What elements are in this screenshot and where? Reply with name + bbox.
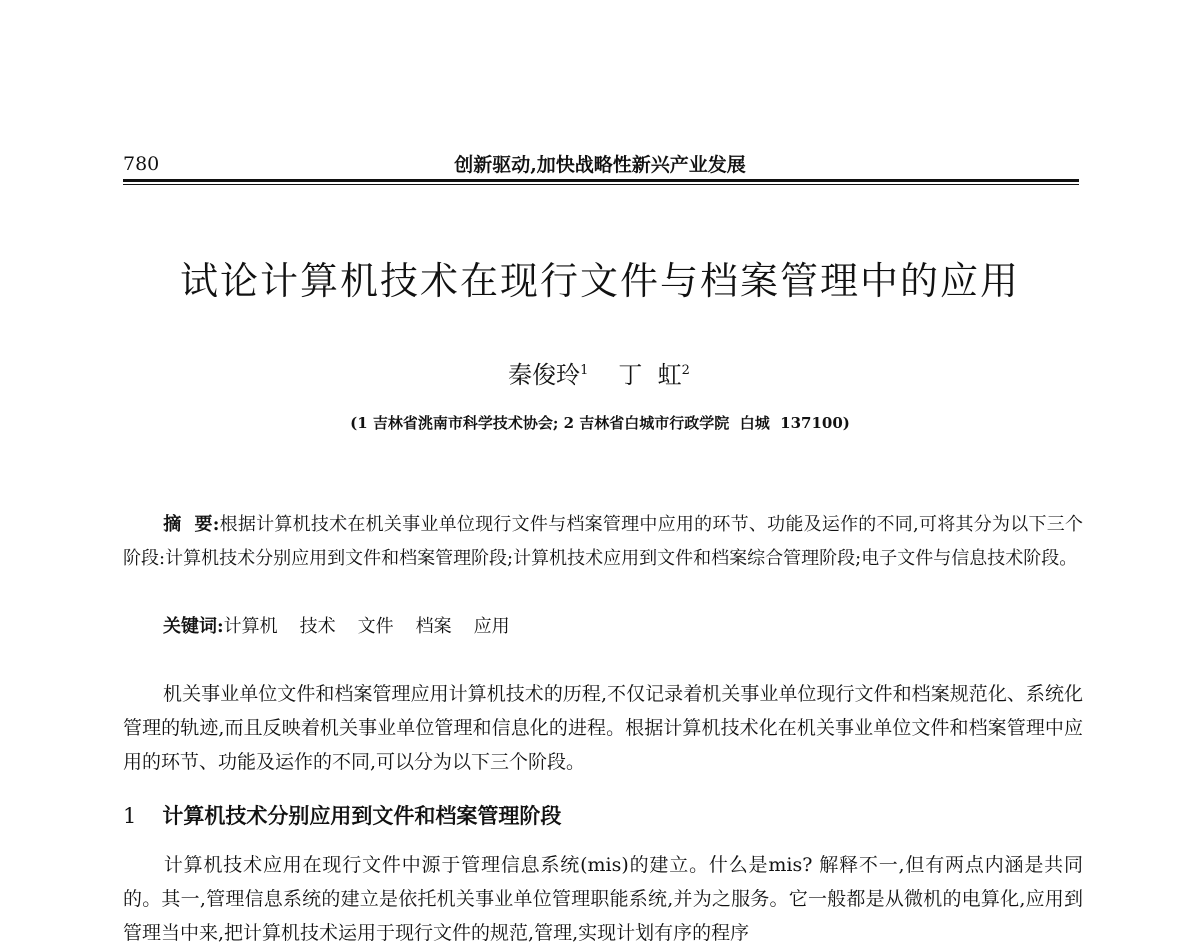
abstract: [123, 508, 1083, 576]
keyword: 文件: [357, 616, 394, 637]
header-rule-thick: [123, 179, 1079, 182]
keyword: 计算机: [223, 616, 278, 637]
section-heading: [123, 800, 561, 830]
page-number: 780: [123, 153, 160, 175]
running-title: 创新驱动,加快战略性新兴产业发展: [454, 154, 746, 176]
keyword: 档案: [415, 616, 452, 637]
section-number: 1: [123, 804, 137, 828]
article-title: 试论计算机技术在现行文件与档案管理中的应用: [179, 259, 1020, 303]
keyword: 技术: [299, 616, 336, 637]
affiliation: (1 吉林省洮南市科学技术协会; 2 吉林省白城市行政学院 白城 137100): [350, 414, 850, 432]
intro-text: 机关事业单位文件和档案管理应用计算机技术的历程,不仅记录着机关事业单位现行文件和档案规范化、系统化管理的轨迹,而且反映着机关事业单位管理和信息化的进程。根据计算机技术化在机关事业单位文件和档案管理中应用的环节、功能及运作的不同,可以分为以下三个阶段。: [123, 683, 1083, 773]
keywords-label: 关键词:: [163, 616, 224, 637]
section-paragraph: [123, 848, 1083, 950]
author-affiliation-mark: 2: [681, 363, 690, 378]
section-title: 计算机技术分别应用到文件和档案管理阶段: [162, 803, 562, 828]
author-list: [0, 355, 1200, 390]
abstract-text: 根据计算机技术在机关事业单位现行文件与档案管理中应用的环节、功能及运作的不同,可将其分为以下三个阶段:计算机技术分别应用到文件和档案管理阶段;计算机技术应用到文件和档案综合管理阶段;电子文件与信息技术阶段。: [123, 514, 1083, 569]
abstract-label: 摘 要:: [163, 514, 220, 535]
header-rule-thin: [123, 184, 1079, 185]
author-name: 丁 虹: [618, 361, 682, 389]
intro-paragraph: [123, 677, 1083, 779]
author-name: 秦俊玲: [508, 361, 581, 389]
section-text: 计算机技术应用在现行文件中源于管理信息系统(mis)的建立。什么是mis? 解释不一,但有两点内涵是共同的。其一,管理信息系统的建立是依托机关事业单位管理职能系统,并为之服务。它一般都是从微机的电算化,应用到管理当中来,把计算机技术运用于现行文件的规范,管理,实现计划有序的程序: [123, 854, 1083, 944]
keywords: [163, 610, 532, 644]
keyword: 应用: [473, 616, 510, 637]
author-affiliation-mark: 1: [580, 363, 589, 378]
